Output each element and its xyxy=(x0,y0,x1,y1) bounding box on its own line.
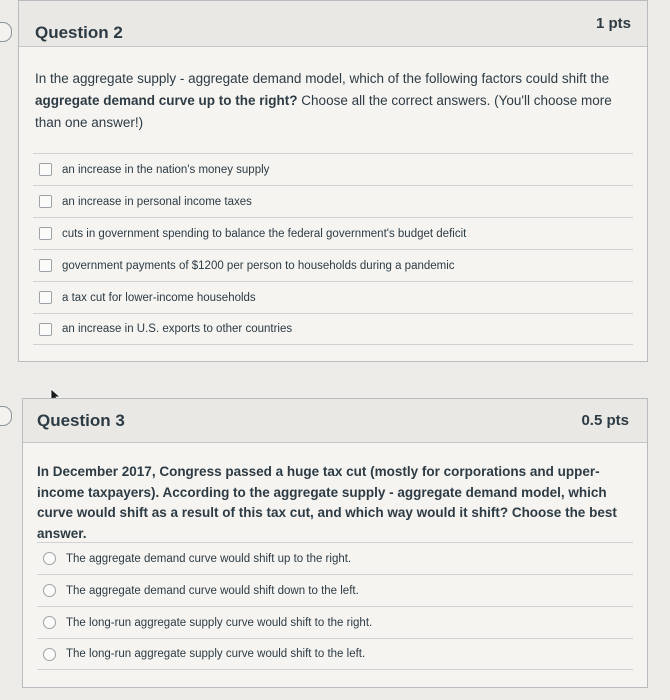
answer-option[interactable] xyxy=(33,153,633,185)
radio-button[interactable] xyxy=(43,552,56,565)
checkbox[interactable] xyxy=(39,195,52,208)
question-text-part: Choose all the correct answers. (You'll choose more than one answer!) xyxy=(35,93,612,130)
answer-label: The long-run aggregate supply curve would shift to the left. xyxy=(66,648,366,660)
question-text xyxy=(35,68,629,134)
flag-question-3-icon[interactable] xyxy=(0,406,12,426)
checkbox[interactable] xyxy=(39,291,52,304)
answer-list xyxy=(37,542,633,670)
question-2-header xyxy=(19,1,647,47)
answer-option[interactable] xyxy=(37,638,633,670)
answer-label: a tax cut for lower-income households xyxy=(62,291,256,304)
checkbox[interactable] xyxy=(39,227,52,240)
answer-option[interactable] xyxy=(33,185,633,217)
answer-label: cuts in government spending to balance the federal government's budget deficit xyxy=(62,227,467,240)
answer-label: The aggregate demand curve would shift down to the left. xyxy=(66,584,359,597)
answer-label: an increase in the nation's money supply xyxy=(62,163,270,176)
question-points: 0.5 pts xyxy=(581,412,629,429)
question-text: In December 2017, Congress passed a huge tax cut (mostly for corporations and upper-income taxpayers). According to the aggregate supply - aggregate demand model, which curve would shift as a result of this tax cut, and which way would it shift? Choose the best answer. xyxy=(37,464,617,541)
answer-label: The aggregate demand curve would shift up to the right. xyxy=(66,552,352,565)
answer-option[interactable] xyxy=(37,542,633,574)
checkbox[interactable] xyxy=(39,259,52,272)
checkbox[interactable] xyxy=(39,163,52,176)
question-text-emphasis: aggregate demand curve up to the right? xyxy=(35,93,298,108)
question-3-card xyxy=(22,398,648,688)
question-points: 1 pts xyxy=(595,15,631,32)
answer-option[interactable] xyxy=(37,574,633,606)
answer-list xyxy=(33,153,633,345)
answer-option[interactable] xyxy=(33,217,633,249)
question-text-part: In the aggregate supply - aggregate demand model, which of the following factors could shift the xyxy=(35,71,610,86)
question-2-card xyxy=(18,0,648,362)
question-title: Question 2 xyxy=(35,23,123,42)
question-title: Question 3 xyxy=(37,411,125,430)
answer-label: an increase in U.S. exports to other countries xyxy=(62,323,293,335)
radio-button[interactable] xyxy=(43,648,56,661)
question-3-header xyxy=(23,399,647,443)
checkbox[interactable] xyxy=(39,323,52,336)
answer-label: The long-run aggregate supply curve would shift to the right. xyxy=(66,616,373,629)
answer-option[interactable] xyxy=(37,606,633,638)
radio-button[interactable] xyxy=(43,616,56,629)
answer-option[interactable] xyxy=(33,281,633,313)
answer-label: government payments of $1200 per person to households during a pandemic xyxy=(62,259,455,272)
answer-label: an increase in personal income taxes xyxy=(62,195,252,208)
flag-question-2-icon[interactable] xyxy=(0,22,12,42)
radio-button[interactable] xyxy=(43,584,56,597)
answer-option[interactable] xyxy=(33,249,633,281)
answer-option[interactable] xyxy=(33,313,633,345)
